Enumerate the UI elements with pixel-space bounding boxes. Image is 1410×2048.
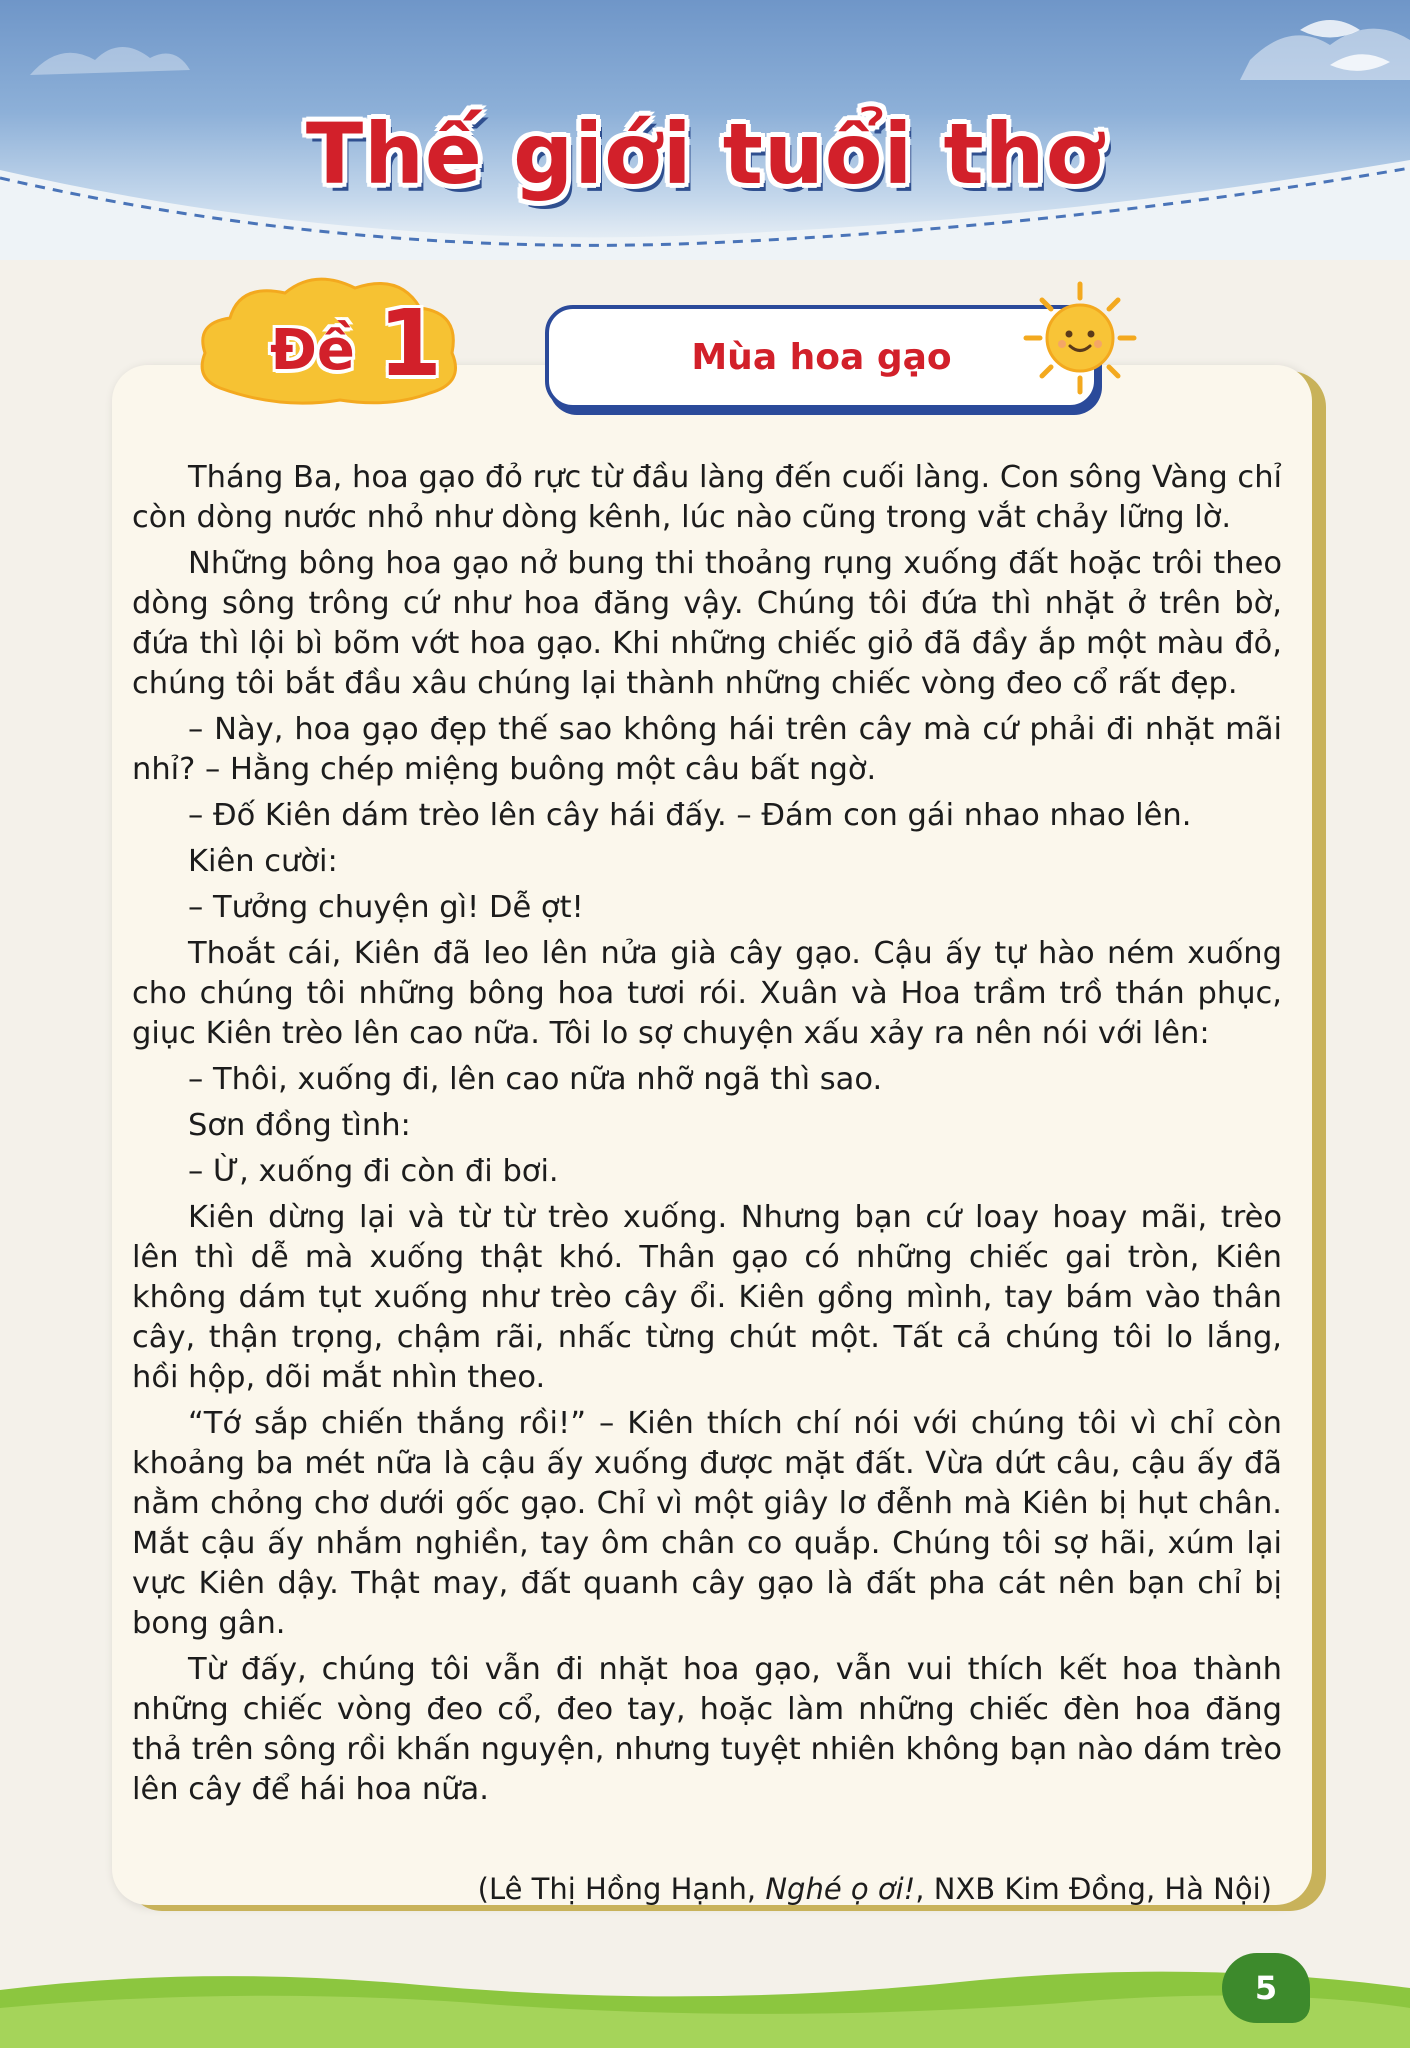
badge-number: 1 xyxy=(378,290,443,397)
paragraph: – Đố Kiên dám trèo lên cây hái đấy. – Đám con gái nhao nhao lên. xyxy=(188,798,1192,833)
paragraph: Tháng Ba, hoa gạo đỏ rực từ đầu làng đến cuối làng. Con sông Vàng chỉ còn dòng nước nhỏ như dòng kênh, lúc nào cũng trong vắt chảy lững lờ. xyxy=(132,460,1282,535)
paragraph: – Này, hoa gạo đẹp thế sao không hái trên cây mà cứ phải đi nhặt mãi nhỉ? – Hằng chép miệng buông một câu bất ngờ. xyxy=(132,712,1282,787)
paragraph: Kiên cười: xyxy=(188,844,338,879)
paragraph: “Tớ sắp chiến thắng rồi!” – Kiên thích chí nói với chúng tôi vì chỉ còn khoảng ba mét nữa là cậu ấy xuống được mặt đất. Vừa dứt câu, cậu ấy đã nằm chỏng chơ dưới gốc gạo. Chỉ vì một giây lơ đễnh mà Kiên bị hụt chân. Mắt cậu ấy nhắm nghiền, tay ôm chân co quắp. Chúng tôi sợ hãi, xúm lại vực Kiên dậy. Thật may, đất quanh cây gạo là đất pha cát nên bạn chỉ bị bong gân. xyxy=(132,1406,1282,1641)
paragraph: Sơn đồng tình: xyxy=(188,1108,411,1143)
paragraph: Từ đấy, chúng tôi vẫn đi nhặt hoa gạo, vẫn vui thích kết hoa thành những chiếc vòng đeo cổ, đeo tay, hoặc làm những chiếc đèn hoa đăng thả trên sông rồi khấn nguyện, nhưng tuyệt nhiên không bạn nào dám trèo lên cây để hái hoa nữa. xyxy=(132,1652,1282,1807)
paragraph: Những bông hoa gạo nở bung thi thoảng rụng xuống đất hoặc trôi theo dòng sông trông cứ như hoa đăng vậy. Chúng tôi đứa thì nhặt ở trên bờ, đứa thì lội bì bõm vớt hoa gạo. Khi những chiếc giỏ đã đầy ắp một màu đỏ, chúng tôi bắt đầu xâu chúng lại thành những chiếc vòng đeo cổ rất đẹp. xyxy=(132,546,1282,701)
source-book-title: Nghé ọ ơi! xyxy=(765,1872,916,1906)
paragraph: Kiên dừng lại và từ từ trèo xuống. Nhưng bạn cứ loay hoay mãi, trèo lên thì dễ mà xuống thật khó. Thân gạo có những chiếc gai tròn, Kiên không dám tụt xuống như trèo cây ổi. Kiên gồng mình, tay bám vào thân cây, thận trọng, chậm rãi, nhấc từng chút một. Tất cả chúng tôi lo lắng, hồi hộp, dõi mắt nhìn theo. xyxy=(132,1200,1282,1395)
lesson-badge xyxy=(190,268,470,418)
paragraph: – Thôi, xuống đi, lên cao nữa nhỡ ngã thì sao. xyxy=(188,1062,883,1097)
lesson-title: Mùa hoa gạo xyxy=(691,336,952,378)
source-citation xyxy=(478,1872,1272,1906)
footer-grass-shape xyxy=(0,1960,1410,2048)
page-number: 5 xyxy=(1222,1953,1310,2023)
badge-label: Đề xyxy=(270,318,355,383)
footer-grass xyxy=(0,1960,1410,2048)
lesson-title-box xyxy=(545,305,1098,409)
paragraph: – Tưởng chuyện gì! Dễ ợt! xyxy=(188,890,584,925)
source-publisher: , NXB Kim Đồng, Hà Nội) xyxy=(915,1872,1272,1906)
paragraph: – Ừ, xuống đi còn đi bơi. xyxy=(188,1154,559,1189)
story-text xyxy=(132,458,1282,1816)
sun-icon xyxy=(1020,278,1140,398)
source-author: (Lê Thị Hồng Hạnh, xyxy=(477,1872,766,1906)
page-title: Thế giới tuổi thơ xyxy=(305,105,1105,203)
paragraph: Thoắt cái, Kiên đã leo lên nửa già cây gạo. Cậu ấy tự hào ném xuống cho chúng tôi những bông hoa tươi rói. Xuân và Hoa trầm trồ thán phục, giục Kiên trèo lên cao nữa. Tôi lo sợ chuyện xấu xảy ra nên nói với lên: xyxy=(132,936,1282,1051)
